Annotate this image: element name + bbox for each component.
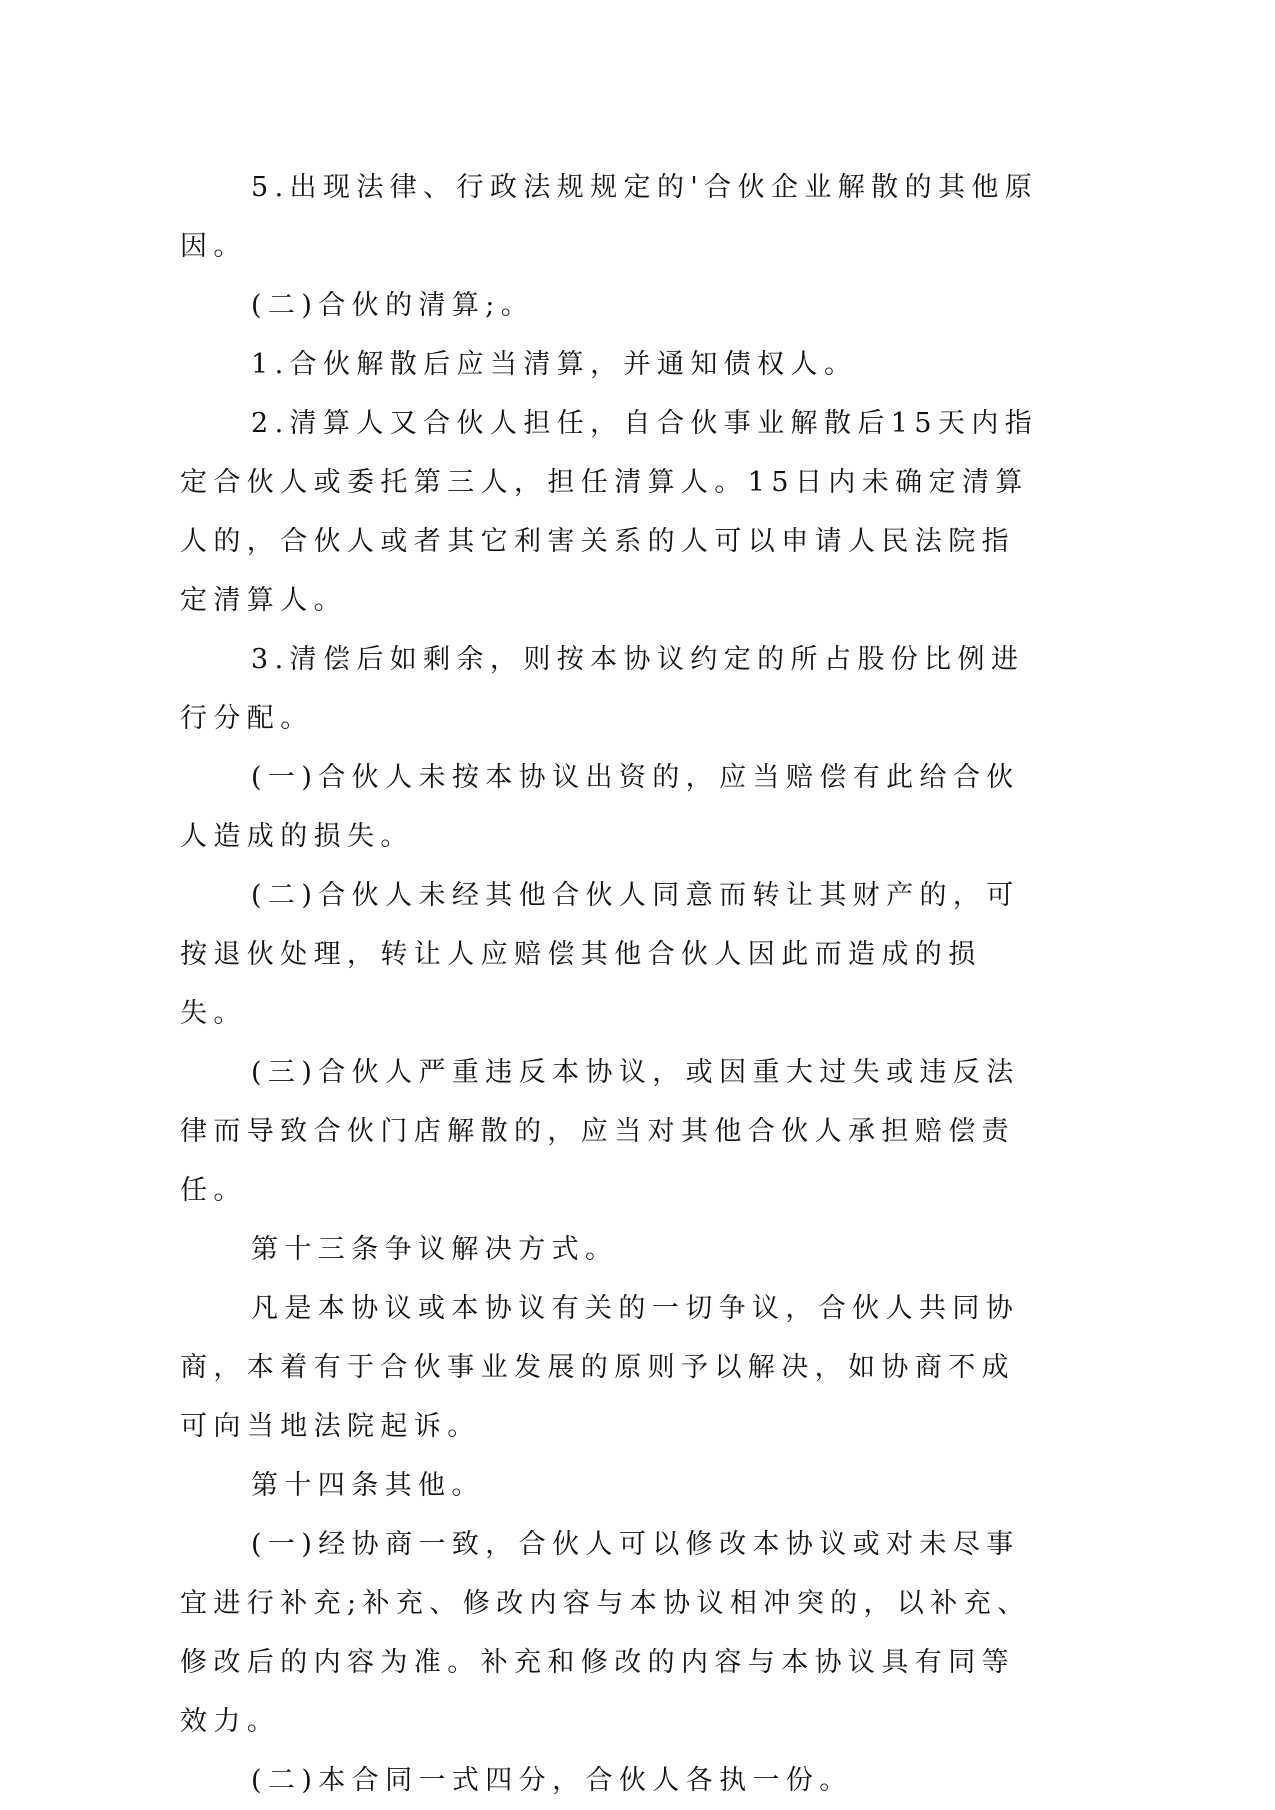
section-heading: 第十三条争议解决方式。 [251, 1234, 619, 1265]
paragraph: (二)合伙人未经其他合伙人同意而转让其财产的，可按退伙处理，转让人应赔偿其他合伙人因此而造成的损失。 [180, 880, 1020, 1029]
paragraph: 1.合伙解散后应当清算，并通知债权人。 [251, 349, 858, 380]
paragraph: (二)本合同一式四分，合伙人各执一份。 [251, 1765, 853, 1796]
paragraph: 凡是本协议或本协议有关的一切争议，合伙人共同协商，本着有于合伙事业发展的原则予以解决，如协商不成可向当地法院起诉。 [180, 1293, 1020, 1442]
document-body [180, 158, 1040, 1810]
paragraph: (一)合伙人未按本协议出资的，应当赔偿有此给合伙人造成的损失。 [180, 762, 1020, 852]
paragraph: 2.清算人又合伙人担任，自合伙事业解散后15天内指定合伙人或委托第三人，担任清算人。15日内未确定清算人的，合伙人或者其它利害关系的人可以申请人民法院指定清算人。 [180, 408, 1039, 616]
paragraph: (三)合伙人严重违反本协议，或因重大过失或违反法律而导致合伙门店解散的，应当对其他合伙人承担赔偿责任。 [180, 1057, 1020, 1206]
section-heading: 第十四条其他。 [251, 1470, 485, 1501]
paragraph: 5.出现法律、行政法规规定的'合伙企业解散的其他原因。 [180, 172, 1039, 262]
paragraph: (一)经协商一致，合伙人可以修改本协议或对未尽事宜进行补充;补充、修改内容与本协议相冲突的，以补充、修改后的内容为准。补充和修改的内容与本协议具有同等效力。 [180, 1529, 1031, 1737]
paragraph: (二)合伙的清算;。 [251, 290, 535, 321]
paragraph: 3.清偿后如剩余，则按本协议约定的所占股份比例进行分配。 [180, 644, 1025, 734]
